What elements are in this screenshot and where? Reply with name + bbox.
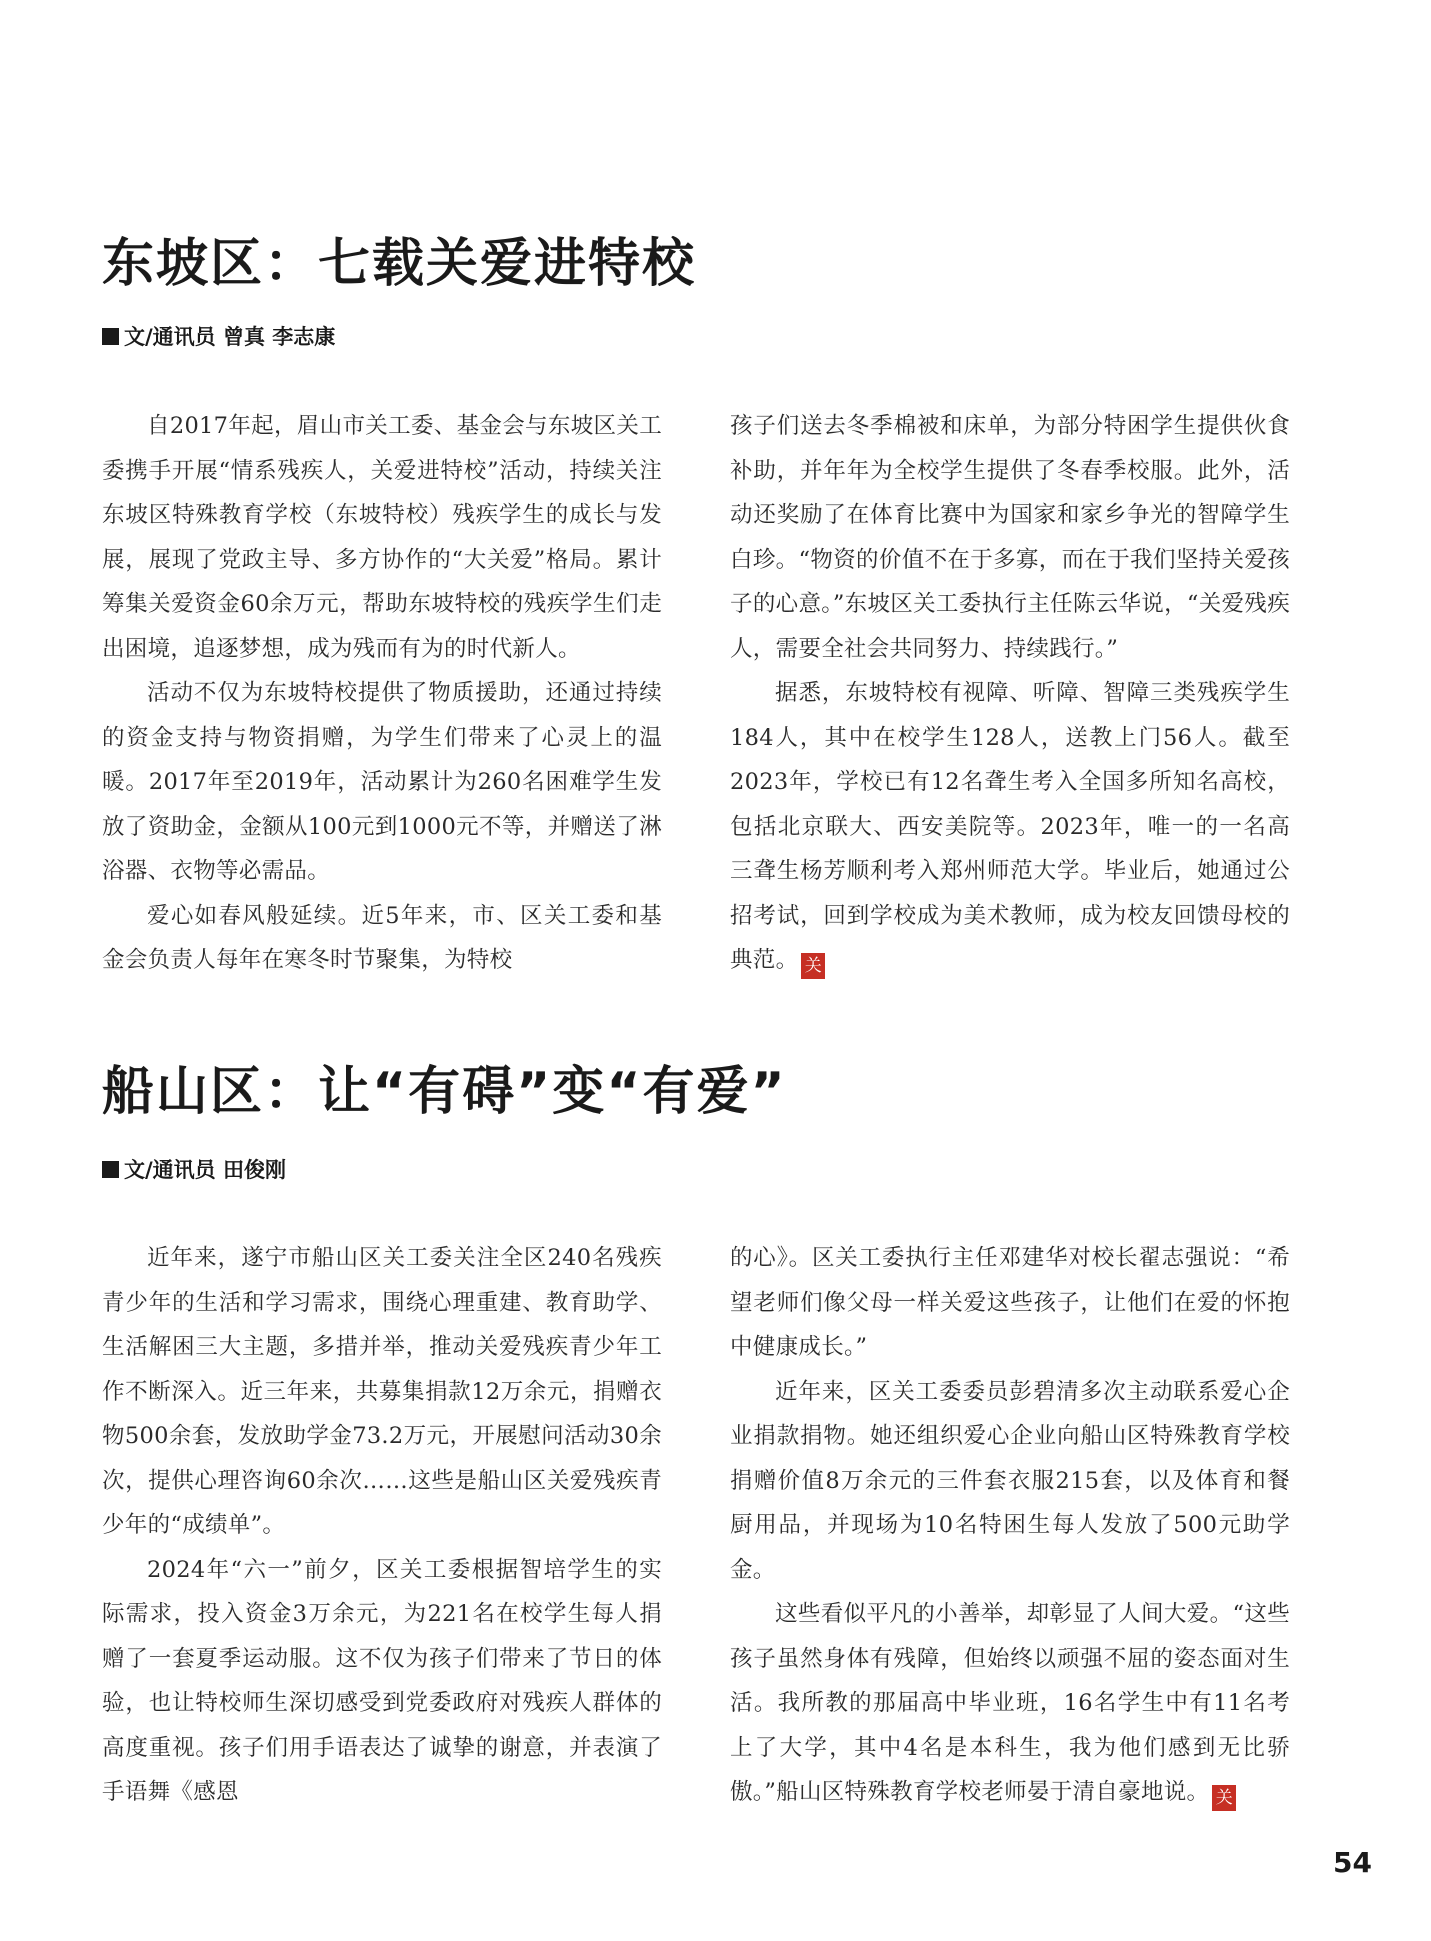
article-column-right: [730, 1236, 1290, 1815]
article-byline: 文/通讯员 田俊刚: [102, 1155, 286, 1185]
article-headline: 东坡区：七载关爱进特校: [102, 234, 697, 294]
paragraph: 爱心如春风般延续。近5年来，市、区关工委和基金会负责人每年在寒冬时节聚集，为特校: [102, 902, 662, 973]
paragraph: 这些看似平凡的小善举，却彰显了人间大爱。“这些孩子虽然身体有残障，但始终以顽强不屈的姿态面对生活。我所教的那届高中毕业班，16名学生中有11名考上了大学，其中4名是本科生，我为他们感到无比骄傲。”船山区特殊教育学校老师晏于清自豪地说。 关: [730, 1592, 1290, 1815]
paragraph: 的心》。区关工委执行主任邓建华对校长翟志强说：“希望老师们像父母一样关爱这些孩子，让他们在爱的怀抱中健康成长。”: [730, 1245, 1290, 1360]
paragraph: 近年来，遂宁市船山区关工委关注全区240名残疾青少年的生活和学习需求，围绕心理重建、教育助学、生活解困三大主题，多措并举，推动关爱残疾青少年工作不断深入。近三年来，共募集捐款12万余元，捐赠衣物500余套，发放助学金73.2万元，开展慰问活动30余次，提供心理咨询60余次……这些是船山区关爱残疾青少年的“成绩单”。: [102, 1245, 662, 1538]
paragraph: 自2017年起，眉山市关工委、基金会与东坡区关工委携手开展“情系残疾人，关爱进特校”活动，持续关注东坡区特殊教育学校（东坡特校）残疾学生的成长与发展，展现了党政主导、多方协作的“大关爱”格局。累计筹集关爱资金60余万元，帮助东坡特校的残疾学生们走出困境，追逐梦想，成为残而有为的时代新人。: [102, 413, 662, 662]
byline-square-icon: [102, 328, 119, 345]
article-column-left: [102, 404, 662, 983]
paragraph: 2024年“六一”前夕，区关工委根据智培学生的实际需求，投入资金3万余元，为221名在校学生每人捐赠了一套夏季运动服。这不仅为孩子们带来了节日的体验，也让特校师生深切感受到党委政府对残疾人群体的高度重视。孩子们用手语表达了诚挚的谢意，并表演了手语舞《感恩: [102, 1556, 662, 1805]
paragraph: 活动不仅为东坡特校提供了物质援助，还通过持续的资金支持与物资捐赠，为学生们带来了心灵上的温暖。2017年至2019年，活动累计为260名困难学生发放了资助金，金额从100元到1000元不等，并赠送了淋浴器、衣物等必需品。: [102, 680, 662, 884]
article-column-right: [730, 404, 1290, 983]
article-headline: 船山区：让“有碍”变“有爱”: [102, 1062, 787, 1122]
article-byline: 文/通讯员 曾真 李志康: [102, 322, 335, 352]
end-mark-icon: 关: [801, 953, 825, 979]
paragraph: 近年来，区关工委委员彭碧清多次主动联系爱心企业捐款捐物。她还组织爱心企业向船山区特殊教育学校捐赠价值8万余元的三件套衣服215套，以及体育和餐厨用品，并现场为10名特困生每人发放了500元助学金。: [730, 1378, 1290, 1583]
page-number: 54: [1333, 1846, 1372, 1879]
paragraph: 据悉，东坡特校有视障、听障、智障三类残疾学生184人，其中在校学生128人，送教上门56人。截至2023年，学校已有12名聋生考入全国多所知名高校，包括北京联大、西安美院等。2023年，唯一的一名高三聋生杨芳顺利考入郑州师范大学。毕业后，她通过公招考试，回到学校成为美术教师，成为校友回馈母校的典范。 关: [730, 671, 1290, 983]
end-mark-icon: 关: [1212, 1785, 1236, 1811]
paragraph: 孩子们送去冬季棉被和床单，为部分特困学生提供伙食补助，并年年为全校学生提供了冬春季校服。此外，活动还奖励了在体育比赛中为国家和家乡争光的智障学生白珍。“物资的价值不在于多寡，而在于我们坚持关爱孩子的心意。”东坡区关工委执行主任陈云华说，“关爱残疾人，需要全社会共同努力、持续践行。”: [730, 413, 1290, 662]
byline-square-icon: [102, 1161, 119, 1178]
article-column-left: [102, 1236, 662, 1815]
